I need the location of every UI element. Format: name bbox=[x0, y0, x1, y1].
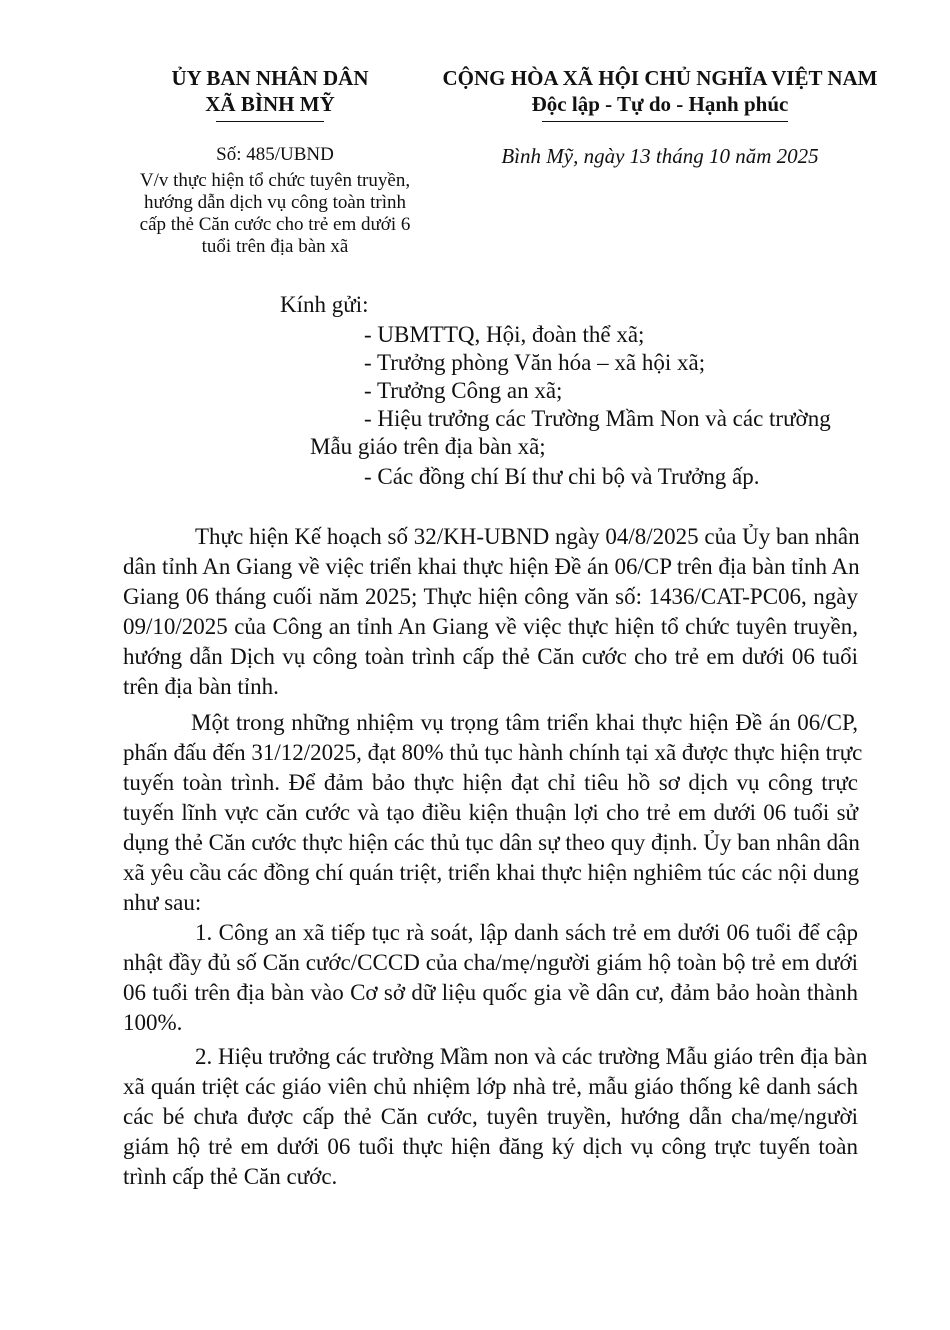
document-subject bbox=[120, 170, 430, 258]
document-date: Bình Mỹ, ngày 13 tháng 10 năm 2025 bbox=[501, 144, 819, 168]
text-line: 06 tuổi trên địa bàn vào Cơ sở dữ liệu quốc gia về dân cư, đảm bảo hoàn thành bbox=[123, 980, 858, 1005]
text-line: tuyến lĩnh vực căn cước và tạo điều kiện thuận lợi cho trẻ em dưới 06 tuổi sử bbox=[123, 800, 858, 825]
text-line: 100%. bbox=[123, 1010, 183, 1035]
text-line: dụng thẻ Căn cước thực hiện các thủ tục dân sự theo quy định. Ủy ban nhân dân bbox=[123, 830, 860, 855]
body-paragraph-2 bbox=[123, 708, 863, 918]
issuing-authority-line1: ỦY BAN NHÂN DÂN bbox=[171, 66, 369, 90]
authority-underline bbox=[216, 121, 324, 122]
subject-line: cấp thẻ Căn cước cho trẻ em dưới 6 bbox=[139, 214, 411, 235]
text-line: giám hộ trẻ em dưới 06 tuổi thực hiện đăng ký dịch vụ công trực tuyến toàn bbox=[123, 1134, 858, 1159]
body-paragraph-1 bbox=[123, 522, 858, 702]
text-line: Một trong những nhiệm vụ trọng tâm triển khai thực hiện Đề án 06/CP, bbox=[191, 710, 858, 735]
text-line: 2. Hiệu trưởng các trường Mầm non và các trường Mẫu giáo trên địa bàn bbox=[195, 1044, 868, 1069]
text-line: trên địa bàn tỉnh. bbox=[123, 674, 279, 699]
text-line: 09/10/2025 của Công an tỉnh An Giang về việc thực hiện tổ chức tuyên truyền, bbox=[123, 614, 858, 639]
text-line: xã quán triệt các giáo viên chủ nhiệm lớp nhà trẻ, mẫu giáo thống kê danh sách bbox=[123, 1074, 858, 1099]
subject-line: V/v thực hiện tổ chức tuyên truyền, bbox=[139, 170, 411, 191]
recipient-item-continuation: Mẫu giáo trên địa bàn xã; bbox=[310, 434, 546, 459]
text-line: dân tỉnh An Giang về việc triển khai thực hiện Đề án 06/CP trên địa bàn tỉnh An bbox=[123, 554, 860, 579]
recipient-item: - Hiệu trưởng các Trường Mầm Non và các trường bbox=[364, 406, 831, 431]
recipient-item: - UBMTTQ, Hội, đoàn thể xã; bbox=[364, 322, 645, 347]
text-line: tuyến toàn trình. Để đảm bảo thực hiện đạt chỉ tiêu hồ sơ dịch vụ công trực bbox=[123, 770, 858, 795]
text-line: 1. Công an xã tiếp tục rà soát, lập danh sách trẻ em dưới 06 tuổi để cập bbox=[195, 920, 858, 945]
text-line: xã yêu cầu các đồng chí quán triệt, triển khai thực hiện nghiêm túc các nội dung bbox=[123, 860, 860, 885]
document-number: Số: 485/UBND bbox=[216, 144, 334, 165]
recipient-item: - Trưởng phòng Văn hóa – xã hội xã; bbox=[364, 350, 706, 375]
national-title: CỘNG HÒA XÃ HỘI CHỦ NGHĨA VIỆT NAM bbox=[442, 66, 878, 90]
text-line: trình cấp thẻ Căn cước. bbox=[123, 1164, 338, 1189]
body-paragraph-4 bbox=[123, 1042, 868, 1192]
body-paragraph-3 bbox=[123, 918, 858, 1038]
text-line: các bé chưa được cấp thẻ Căn cước, tuyên truyền, hướng dẫn cha/mẹ/người bbox=[123, 1104, 858, 1129]
text-line: phấn đấu đến 31/12/2025, đạt 80% thủ tục hành chính tại xã được thực hiện trực bbox=[123, 740, 863, 765]
text-line: như sau: bbox=[123, 890, 202, 915]
national-motto: Độc lập - Tự do - Hạnh phúc bbox=[531, 92, 789, 116]
motto-underline bbox=[542, 121, 788, 122]
text-line: nhật đầy đủ số Căn cước/CCCD của cha/mẹ/người giám hộ toàn bộ trẻ em dưới bbox=[123, 950, 858, 975]
text-line: hướng dẫn Dịch vụ công toàn trình cấp thẻ Căn cước cho trẻ em dưới 06 tuổi bbox=[123, 644, 858, 669]
text-line: Thực hiện Kế hoạch số 32/KH-UBND ngày 04/8/2025 của Ủy ban nhân bbox=[195, 524, 860, 549]
recipient-item: - Các đồng chí Bí thư chi bộ và Trưởng ấp. bbox=[364, 464, 760, 489]
subject-line: hướng dẫn dịch vụ công toàn trình bbox=[143, 192, 407, 213]
salutation: Kính gửi: bbox=[280, 292, 369, 317]
text-line: Giang 06 tháng cuối năm 2025; Thực hiện công văn số: 1436/CAT-PC06, ngày bbox=[123, 584, 858, 609]
subject-line: tuổi trên địa bàn xã bbox=[201, 236, 349, 257]
issuing-authority-line2: XÃ BÌNH MỸ bbox=[205, 92, 335, 116]
recipient-item: - Trưởng Công an xã; bbox=[364, 378, 563, 403]
